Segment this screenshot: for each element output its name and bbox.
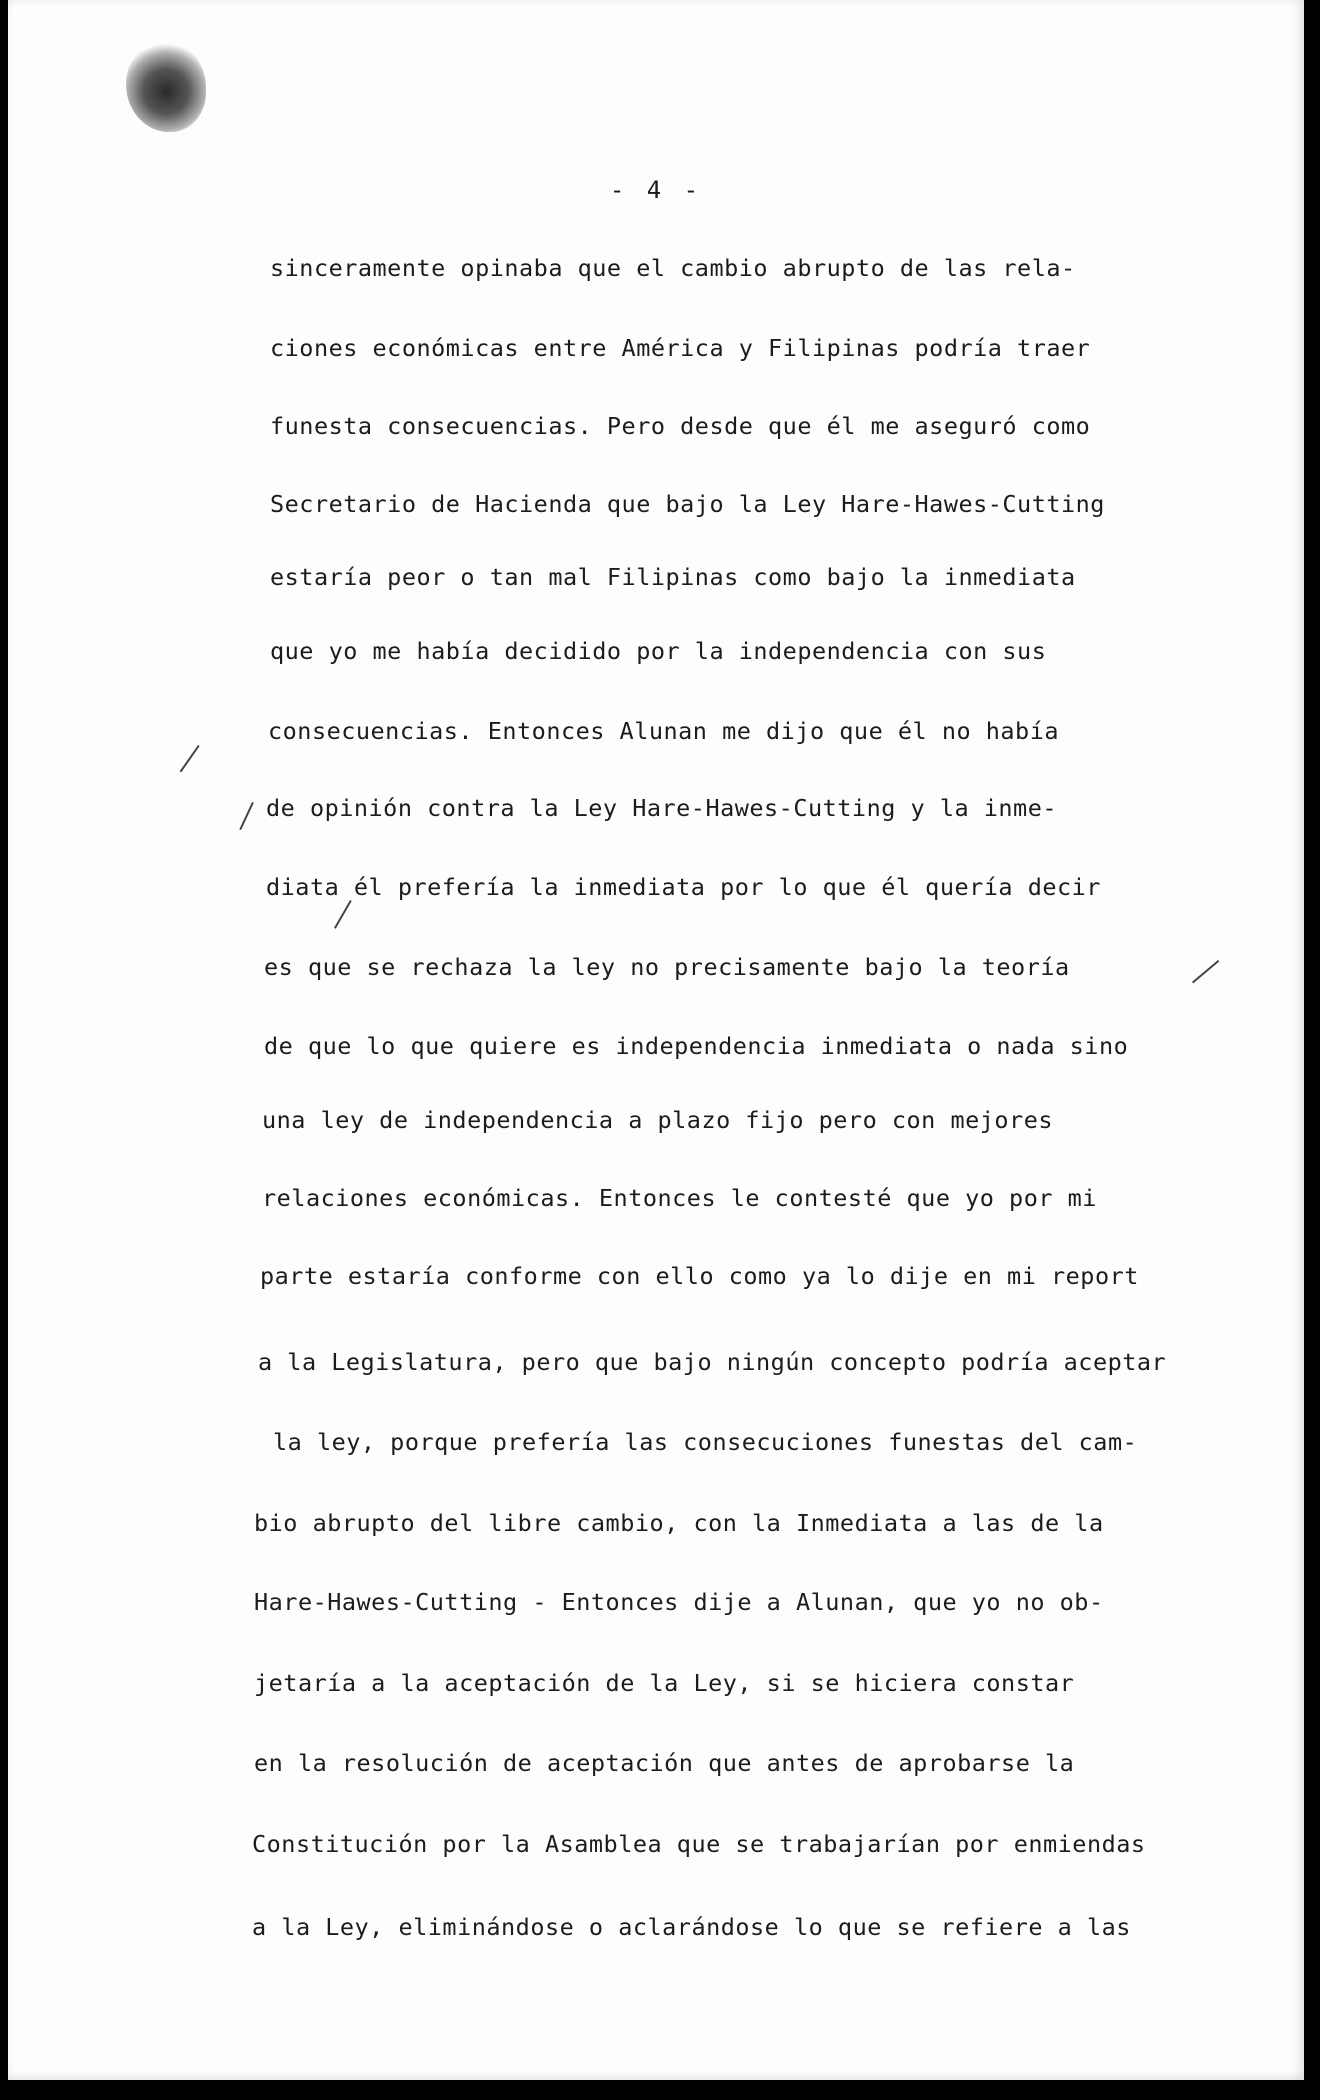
text-line: a la Ley, eliminándose o aclarándose lo que se refiere a las <box>252 1913 1131 1941</box>
text-line: en la resolución de aceptación que antes de aprobarse la <box>254 1749 1075 1777</box>
margin-pencil-mark <box>239 802 253 830</box>
text-line: sinceramente opinaba que el cambio abrupto de las rela- <box>270 254 1076 282</box>
margin-pencil-mark <box>334 900 352 929</box>
scan-border <box>1304 0 1320 2100</box>
text-line: ciones económicas entre América y Filipinas podría traer <box>270 334 1091 362</box>
page-number: - 4 - <box>609 176 703 204</box>
paper-sheet <box>8 0 1304 2080</box>
text-line: jetaría a la aceptación de la Ley, si se hiciera constar <box>254 1669 1075 1697</box>
text-line: de opinión contra la Ley Hare-Hawes-Cutting y la inme- <box>266 794 1058 822</box>
text-line: funesta consecuencias. Pero desde que él me aseguró como <box>270 412 1091 440</box>
text-line: relaciones económicas. Entonces le contesté que yo por mi <box>262 1184 1097 1212</box>
text-line: es que se rechaza la ley no precisamente bajo la teoría <box>264 953 1070 981</box>
text-line: una ley de independencia a plazo fijo pero con mejores <box>262 1106 1054 1134</box>
text-line: la ley, porque prefería las consecuciones funestas del cam- <box>273 1428 1138 1456</box>
text-line: bio abrupto del libre cambio, con la Inmediata a las de la <box>254 1509 1104 1537</box>
text-line: a la Legislatura, pero que bajo ningún concepto podría aceptar <box>258 1348 1167 1376</box>
ink-smudge <box>126 42 206 132</box>
margin-pencil-mark <box>180 745 200 772</box>
text-line: de que lo que quiere es independencia inmediata o nada sino <box>264 1032 1129 1060</box>
text-line: consecuencias. Entonces Alunan me dijo que él no había <box>268 717 1060 745</box>
text-line: estaría peor o tan mal Filipinas como bajo la inmediata <box>270 563 1076 591</box>
text-line: que yo me había decidido por la independencia con sus <box>270 637 1047 665</box>
text-line: diata él prefería la inmediata por lo que él quería decir <box>266 873 1101 901</box>
text-line: parte estaría conforme con ello como ya lo dije en mi report <box>260 1262 1139 1290</box>
text-line: Hare-Hawes-Cutting - Entonces dije a Alunan, que yo no ob- <box>254 1588 1104 1616</box>
text-line: Secretario de Hacienda que bajo la Ley Hare-Hawes-Cutting <box>270 490 1105 518</box>
margin-pencil-mark <box>1192 960 1219 983</box>
text-line: Constitución por la Asamblea que se trabajarían por enmiendas <box>252 1830 1146 1858</box>
